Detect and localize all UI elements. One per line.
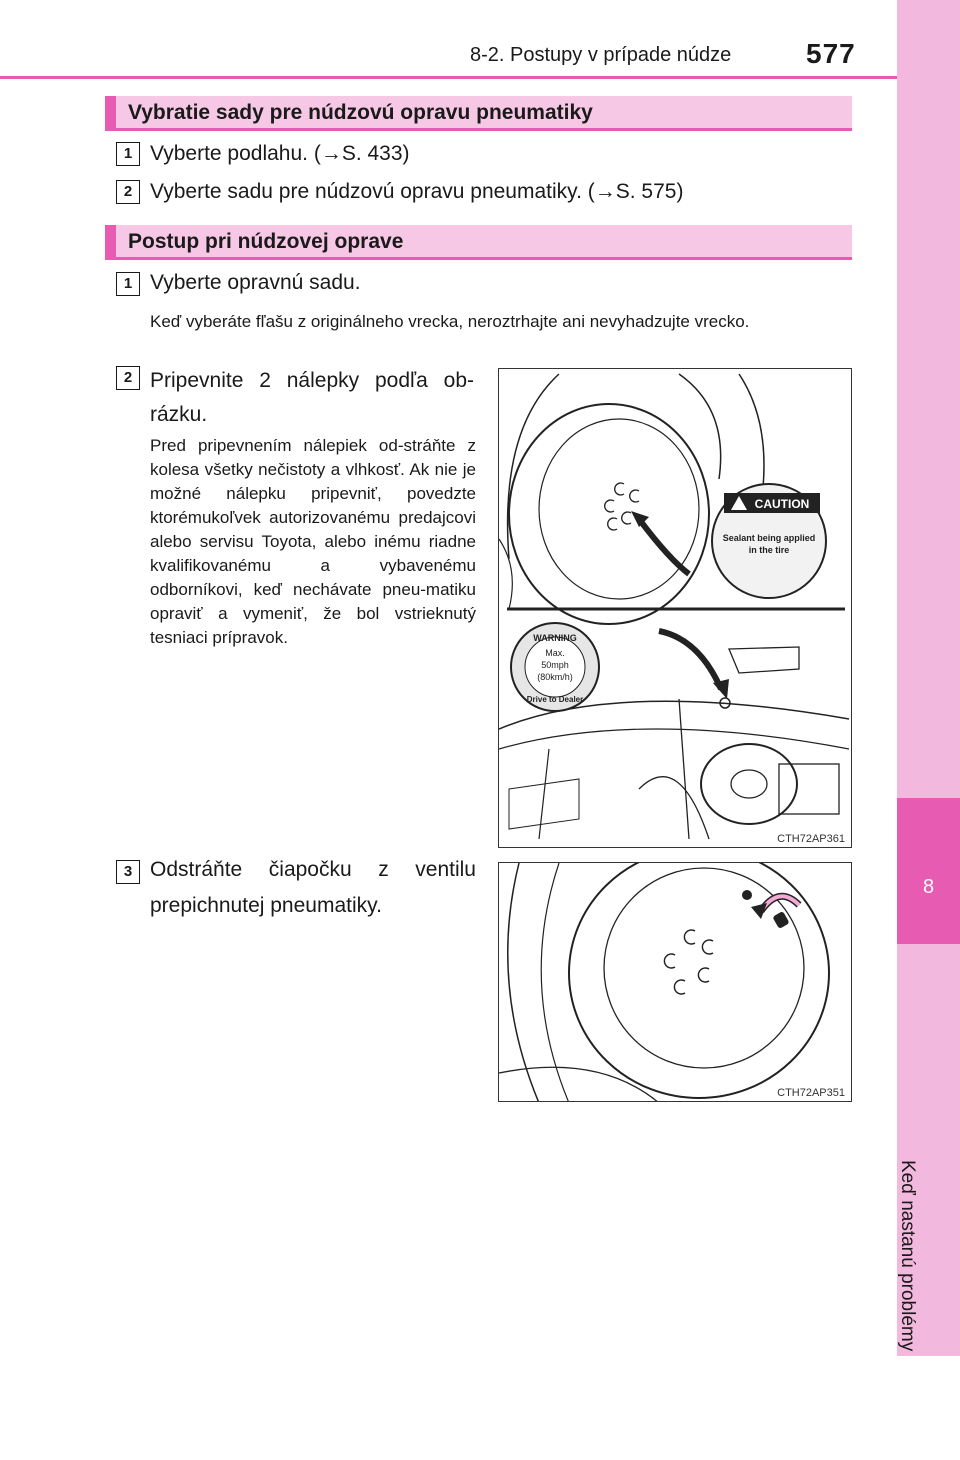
step-text: Vyberte opravnú sadu. [150,271,361,294]
step-note: Pred pripevnením nálepiek od-stráňte z kolesa všetky nečistoty a vlhkosť. Ak nie je možné nálepku pripevniť, povedzte ktorémukoľvek autorizovanému predajcovi alebo servisu Toyota, alebo inému riadne kvalifikovanému a vybavenému odborníkovi, keď nechávate pneu-matiku opraviť a vymeniť, že bol vstrieknutý tesniaci prípravok. [150,436,476,647]
step-note: Keď vyberáte fľašu z originálneho vrecka, neroztrhajte ani nevyhadzujte vrecko. [150,312,750,331]
section-heading-repair-procedure [105,225,852,260]
caution-text-line1: Sealant being applied [722,533,816,543]
chapter-title: Keď nastanú problémy [897,1160,918,1352]
warning-speed: 50mph [541,660,569,670]
page-number: 577 [806,38,856,69]
chapter-tab-active[interactable] [897,798,960,944]
warning-label: WARNING [533,633,577,643]
valve-cap-illustration [499,863,852,1102]
figure-sticker-placement [498,368,852,848]
caution-label: CAUTION [754,497,810,511]
step-text: Odstráňte čiapočku z ventilu prepichnutej pneumatiky. [150,858,476,917]
section-heading-kit-removal [105,96,852,131]
section-header-title: 8-2. Postupy v prípade núdze [470,44,732,66]
figure-code: CTH72AP351 [777,1087,845,1099]
caution-text-line2: in the tire [748,545,790,555]
figure-code: CTH72AP361 [777,833,845,845]
step-number-badge: 2 [116,180,140,204]
step-number-badge: 1 [116,272,140,296]
chapter-number: 8 [922,876,935,898]
warning-bottom-text: Drive to Dealer [526,695,584,704]
section-heading-text: Postup pri núdzovej oprave [128,230,404,253]
section-heading-text: Vybratie sady pre núdzovú opravu pneumatiky [128,101,593,124]
warning-max: Max. [545,648,565,658]
step-text: Pripevnite 2 nálepky podľa ob-rázku. [150,369,474,426]
step-number-badge: 3 [116,860,140,884]
chapter-side-tab [897,0,960,1356]
figure-valve-cap [498,862,852,1102]
step-number-badge: 2 [116,366,140,390]
sticker-illustration [499,369,852,848]
header-rule [0,76,897,79]
step-text: Vyberte podlahu. (→S. 433) [150,142,410,165]
step-number-badge: 1 [116,142,140,166]
warning-kmh: (80km/h) [537,672,573,682]
step-text: Vyberte sadu pre núdzovú opravu pneumatiky. (→S. 575) [150,180,684,203]
